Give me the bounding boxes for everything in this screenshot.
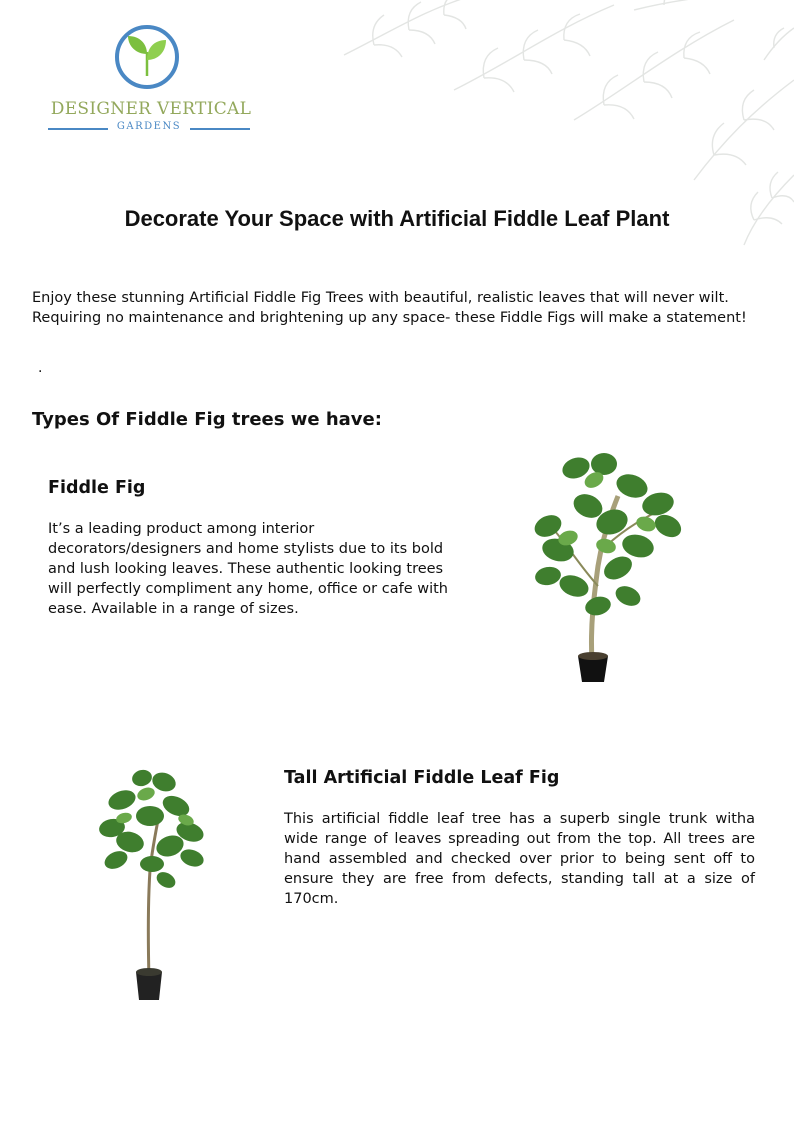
fiddle-fig-plant-image <box>528 446 693 688</box>
brand-subtitle <box>48 120 250 136</box>
brand-name: DESIGNER VERTICAL <box>50 99 252 119</box>
product-name-fiddle-fig: Fiddle Fig <box>48 478 146 498</box>
stray-dot: . <box>38 360 43 376</box>
product-name-tall-fiddle-leaf-fig: Tall Artificial Fiddle Leaf Fig <box>284 768 560 788</box>
intro-paragraph: Enjoy these stunning Artificial Fiddle Fig Trees with beautiful, realistic leaves that will never wilt. Requiring no maintenance and brightening up any space- these Fiddle Figs will make a statement! <box>32 290 747 326</box>
types-heading: Types Of Fiddle Fig trees we have: <box>32 409 382 430</box>
brand-logo <box>40 20 260 140</box>
product-description-fiddle-fig: It’s a leading product among interior decorators/designers and home stylists due to its bold and lush looking leaves. These authentic looking trees will perfectly compliment any home, office or cafe with ease. Available in a range of sizes. <box>48 521 448 617</box>
logo-leaf-icon <box>114 24 180 90</box>
brand-subtitle-text: GARDENS <box>116 121 182 132</box>
tall-fiddle-leaf-fig-image <box>94 760 214 1006</box>
product-description-tall-fiddle-leaf-fig: This artificial fiddle leaf tree has a superb single trunk witha wide range of leaves spreading out from the top. All trees are hand assembled and checked over prior to being sent off to ensure they are free from defects, standing tall at a size of 170cm. <box>284 811 755 907</box>
page-title: Decorate Your Space with Artificial Fiddle Leaf Plant <box>124 206 670 231</box>
